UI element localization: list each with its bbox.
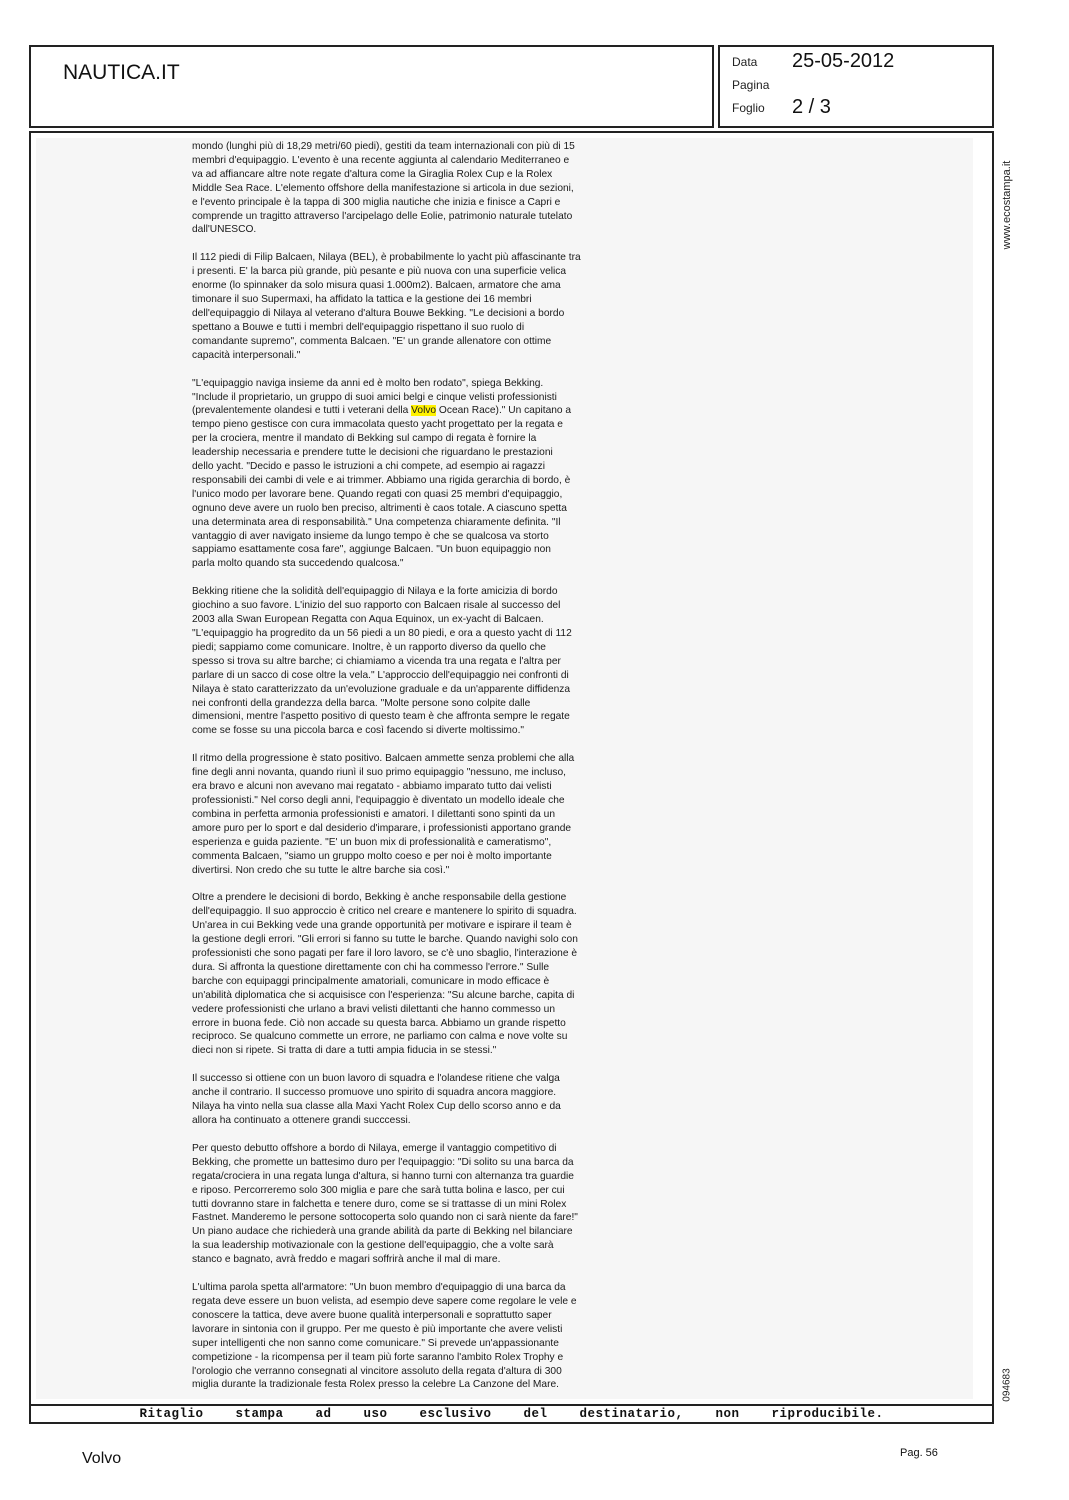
publication-header bbox=[29, 45, 714, 128]
paragraph-1: mondo (lunghi più di 18,29 metri/60 piedi), gestiti da team internazionali con più di 15 membri d'equipaggio. L'evento è una recente aggiunta al calendario Mediterraneo e va ad affiancare altre note regate d'altura come la Giraglia Rolex Cup e la Rolex Middle Sea Race. L'elemento offshore della manifestazione si articola in due sezioni, e l'evento principale è la tappa di 300 miglia nautiche che inizia e finisce a Capri e comprende un tragitto attraverso l'arcipelago delle Eolie, patrimonio naturale tutelato dall'UNESCO. bbox=[192, 141, 575, 236]
document-code bbox=[1001, 1365, 1013, 1405]
website-text: www.ecostampa.it bbox=[1001, 160, 1013, 250]
paragraph-2: Il 112 piedi di Filip Balcaen, Nilaya (BEL), è probabilmente lo yacht più affascinante tra i presenti. E' la barca più grande, più pesante e più nuova con una superficie velica enorme (lo spinnaker da solo misura quasi 1.000m2). Balcaen, armatore che ama timonare il suo Supermaxi, ha affidato la tattica e la gestione dei 16 membri dell'equipaggio di Nilaya al veterano d'altura Bouwe Bekking. "Le decisioni a bordo spettano a Bouwe e tutti i membri dell'equipaggio rispettano il suo ruolo di comandante supremo", commenta Balcaen. "E' un grande allenatore con ottime capacità interpersonali." bbox=[192, 252, 581, 361]
website-watermark bbox=[1001, 150, 1013, 260]
pagina-label: Pagina bbox=[732, 78, 770, 92]
paragraph-9: L'ultima parola spetta all'armatore: "Un buon membro d'equipaggio di una barca da regata deve essere un buon velista, ad esempio deve sapere come regolare le vele e conoscere la tattica, deve avere buone qualità interpersonali e soprattutto saper lavorare in sintonia con il gruppo. Per me questo è più importante che avere velisti super intelligenti che non sanno come comunicare." Si prevede un'appassionante competizione - la ricompensa per il team più forte saranno l'ambito Rolex Trophy e l'orologio che verranno consegnati al vincitore assoluto della regata d'altura di 300 miglia durante la tradizionale festa Rolex presso la celebre La Canzone del Mare. bbox=[192, 1282, 577, 1391]
paragraph-6: Oltre a prendere le decisioni di bordo, Bekking è anche responsabile della gestione dell'equipaggio. Il suo approccio è critico nel creare e mantenere lo spirito di squadra. Un'area in cui Bekking vede una grande opportunità per motivare e ispirare il team è la gestione degli errori. "Gli errori si fanno su tutte le barche. Quando navighi solo con professionisti che sono pagati per fare il loro lavoro, se c'è uno sbaglio, l'interazione è dura. Si affronta la questione direttamente con chi ha commesso l'errore." Sulle barche con equipaggi principalmente amatoriali, comunicare in modo efficace è un'abilità diplomatica che si acquisisce con l'esperienza: "Su alcune barche, capita di vedere professionisti che urlano a bravi velisti dilettanti che hanno commesso un errore in buona fede. Ciò non accade su questa barca. Abbiamo un grande rispetto reciproco. Se qualcuno commette un errore, ne parliamo con calma e nove volte su dieci non si ripete. Si tratta di dare a tutti ampia fiducia in se stessi." bbox=[192, 892, 578, 1057]
footer-brand: Volvo bbox=[82, 1450, 122, 1467]
disclaimer-text: Ritaglio stampa ad uso esclusivo del destinatario, non riproducibile. bbox=[139, 1407, 884, 1421]
paragraph-3 bbox=[192, 377, 632, 572]
article-body bbox=[192, 140, 632, 1406]
paragraph-3-start: "L'equipaggio naviga insieme da anni ed è molto ben rodato", spiega Bekking. "Include il proprietario, un gruppo di suoi amici belgi e cinque velisti professionisti (prevalentemente olandesi e tutti i veterani della bbox=[192, 377, 557, 417]
paragraph-8: Per questo debutto offshore a bordo di Nilaya, emerge il vantaggio competitivo di Bekking, che promette un battesimo duro per l'equipaggio: "Di solito su una barca da regata/crociera in una regata lunga d'altura, si hanno turni con alternanza tra guardie e riposo. Percorreremo solo 300 miglia e pare che sarà tutta bolina e lasco, per cui tutti dovranno stare in falchetta e tenere duro, come se si trattasse di un mini Rolex Fastnet. Manderemo le persone sottocoperta solo quando non ci sarà niente da fare!" Un piano audace che richiederà una grande abilità da parte di Bekking nel bilanciare la sua leadership motivazionale con la gestione dell'equipaggio, che a volte sarà stanco e bagnato, avrà freddo e magari soffrirà anche il mal di mare. bbox=[192, 1142, 578, 1266]
document-code-text: 094683 bbox=[1001, 1368, 1013, 1402]
foglio-value: 2 / 3 bbox=[792, 96, 831, 118]
highlighted-keyword: Volvo bbox=[411, 405, 437, 417]
metadata-box bbox=[718, 45, 994, 128]
paragraph-7: Il successo si ottiene con un buon lavoro di squadra e l'olandese ritiene che valga anche il contrario. Il successo promuove uno spirito di squadra ancora maggiore. Nilaya ha vinto nella sua classe alla Maxi Yacht Rolex Cup dello scorso anno e da allora ha continuato a ottenere grandi succcessi. bbox=[192, 1073, 561, 1126]
data-label: Data bbox=[732, 55, 758, 69]
data-value: 25-05-2012 bbox=[792, 50, 895, 72]
footer-page-number: Pag. 56 bbox=[900, 1447, 938, 1459]
paragraph-3-end: Ocean Race)." Un capitano a tempo pieno gestisce con cura immacolata questo yacht progettato per la regata e per la crociera, mentre il mandato di Bekking sul campo di regata è fornire la leadership necessaria e prendere tutte le decisioni che riguardano le prestazioni dello yacht. "Decido e passo le istruzioni a chi compete, ad esempio ai ragazzi responsabili dei cambi di vele e ai trimmer. Abbiamo una rigida gerarchia di bordo, è l'unico modo per lavorare bene. Quando regati con quasi 25 membri d'equipaggio, ognuno deve avere un ruolo ben preciso, altrimenti è caos totale. A ciascuno spetta una determinata area di responsabilità." Una competenza chiaramente definita. "Il vantaggio di aver navigato insieme da lungo tempo è che se qualcosa va storto sappiamo esattamente cosa fare", aggiunge Balcaen. "Un buon equipaggio non parla molto quando sta succedendo qualcosa." bbox=[192, 405, 572, 570]
paragraph-5: Il ritmo della progressione è stato positivo. Balcaen ammette senza problemi che alla fine degli anni novanta, quando riunì il suo primo equipaggio "nessuno, me incluso, era bravo e alcuni non avevano mai regatato - abbiamo imparato tutto dai velisti professionisti." Nel corso degli anni, l'equipaggio è diventato un modello ideale che combina in perfetta armonia professionisti e amatori. I dilettanti sono spinti da un amore puro per lo sport e dal desiderio d'imparare, i professionisti apportano grande esperienza e guida paziente. "E' un buon mix di professionalità e cameratismo", commenta Balcaen, "siamo un gruppo molto coeso e per noi è molto importante divertirsi. Non credo che su tutte le altre barche sia così." bbox=[192, 753, 575, 876]
foglio-label: Foglio bbox=[732, 101, 765, 115]
paragraph-4: Bekking ritiene che la solidità dell'equipaggio di Nilaya e la forte amicizia di bordo giochino a suo favore. L'inizio del suo rapporto con Balcaen risale al successo del 2003 alla Swan European Regatta con Aqua Equinox, un ex-yacht di Balcaen. "L'equipaggio ha progredito da un 56 piedi a un 80 piedi, e ora a questo yacht di 112 piedi; sappiamo come comunicare. Inoltre, è un rapporto diverso da quello che spesso si trova su altre barche; ci chiamiamo a vicenda tra una regata e l'altra per parlare di un sacco di cose oltre la vela." L'approccio dell'equipaggio nei confronti di Nilaya è stato caratterizzato da un'evoluzione graduale e da un'apparente diffidenza nei confronti della grandezza della barca. "Molte persone sono colpite dalle dimensioni, mentre l'aspetto positivo di questo team è che affronta sempre le regate come se fosse su una piccola barca e così facendo si diverte moltissimo." bbox=[192, 586, 572, 737]
publication-name: NAUTICA.IT bbox=[63, 61, 180, 84]
